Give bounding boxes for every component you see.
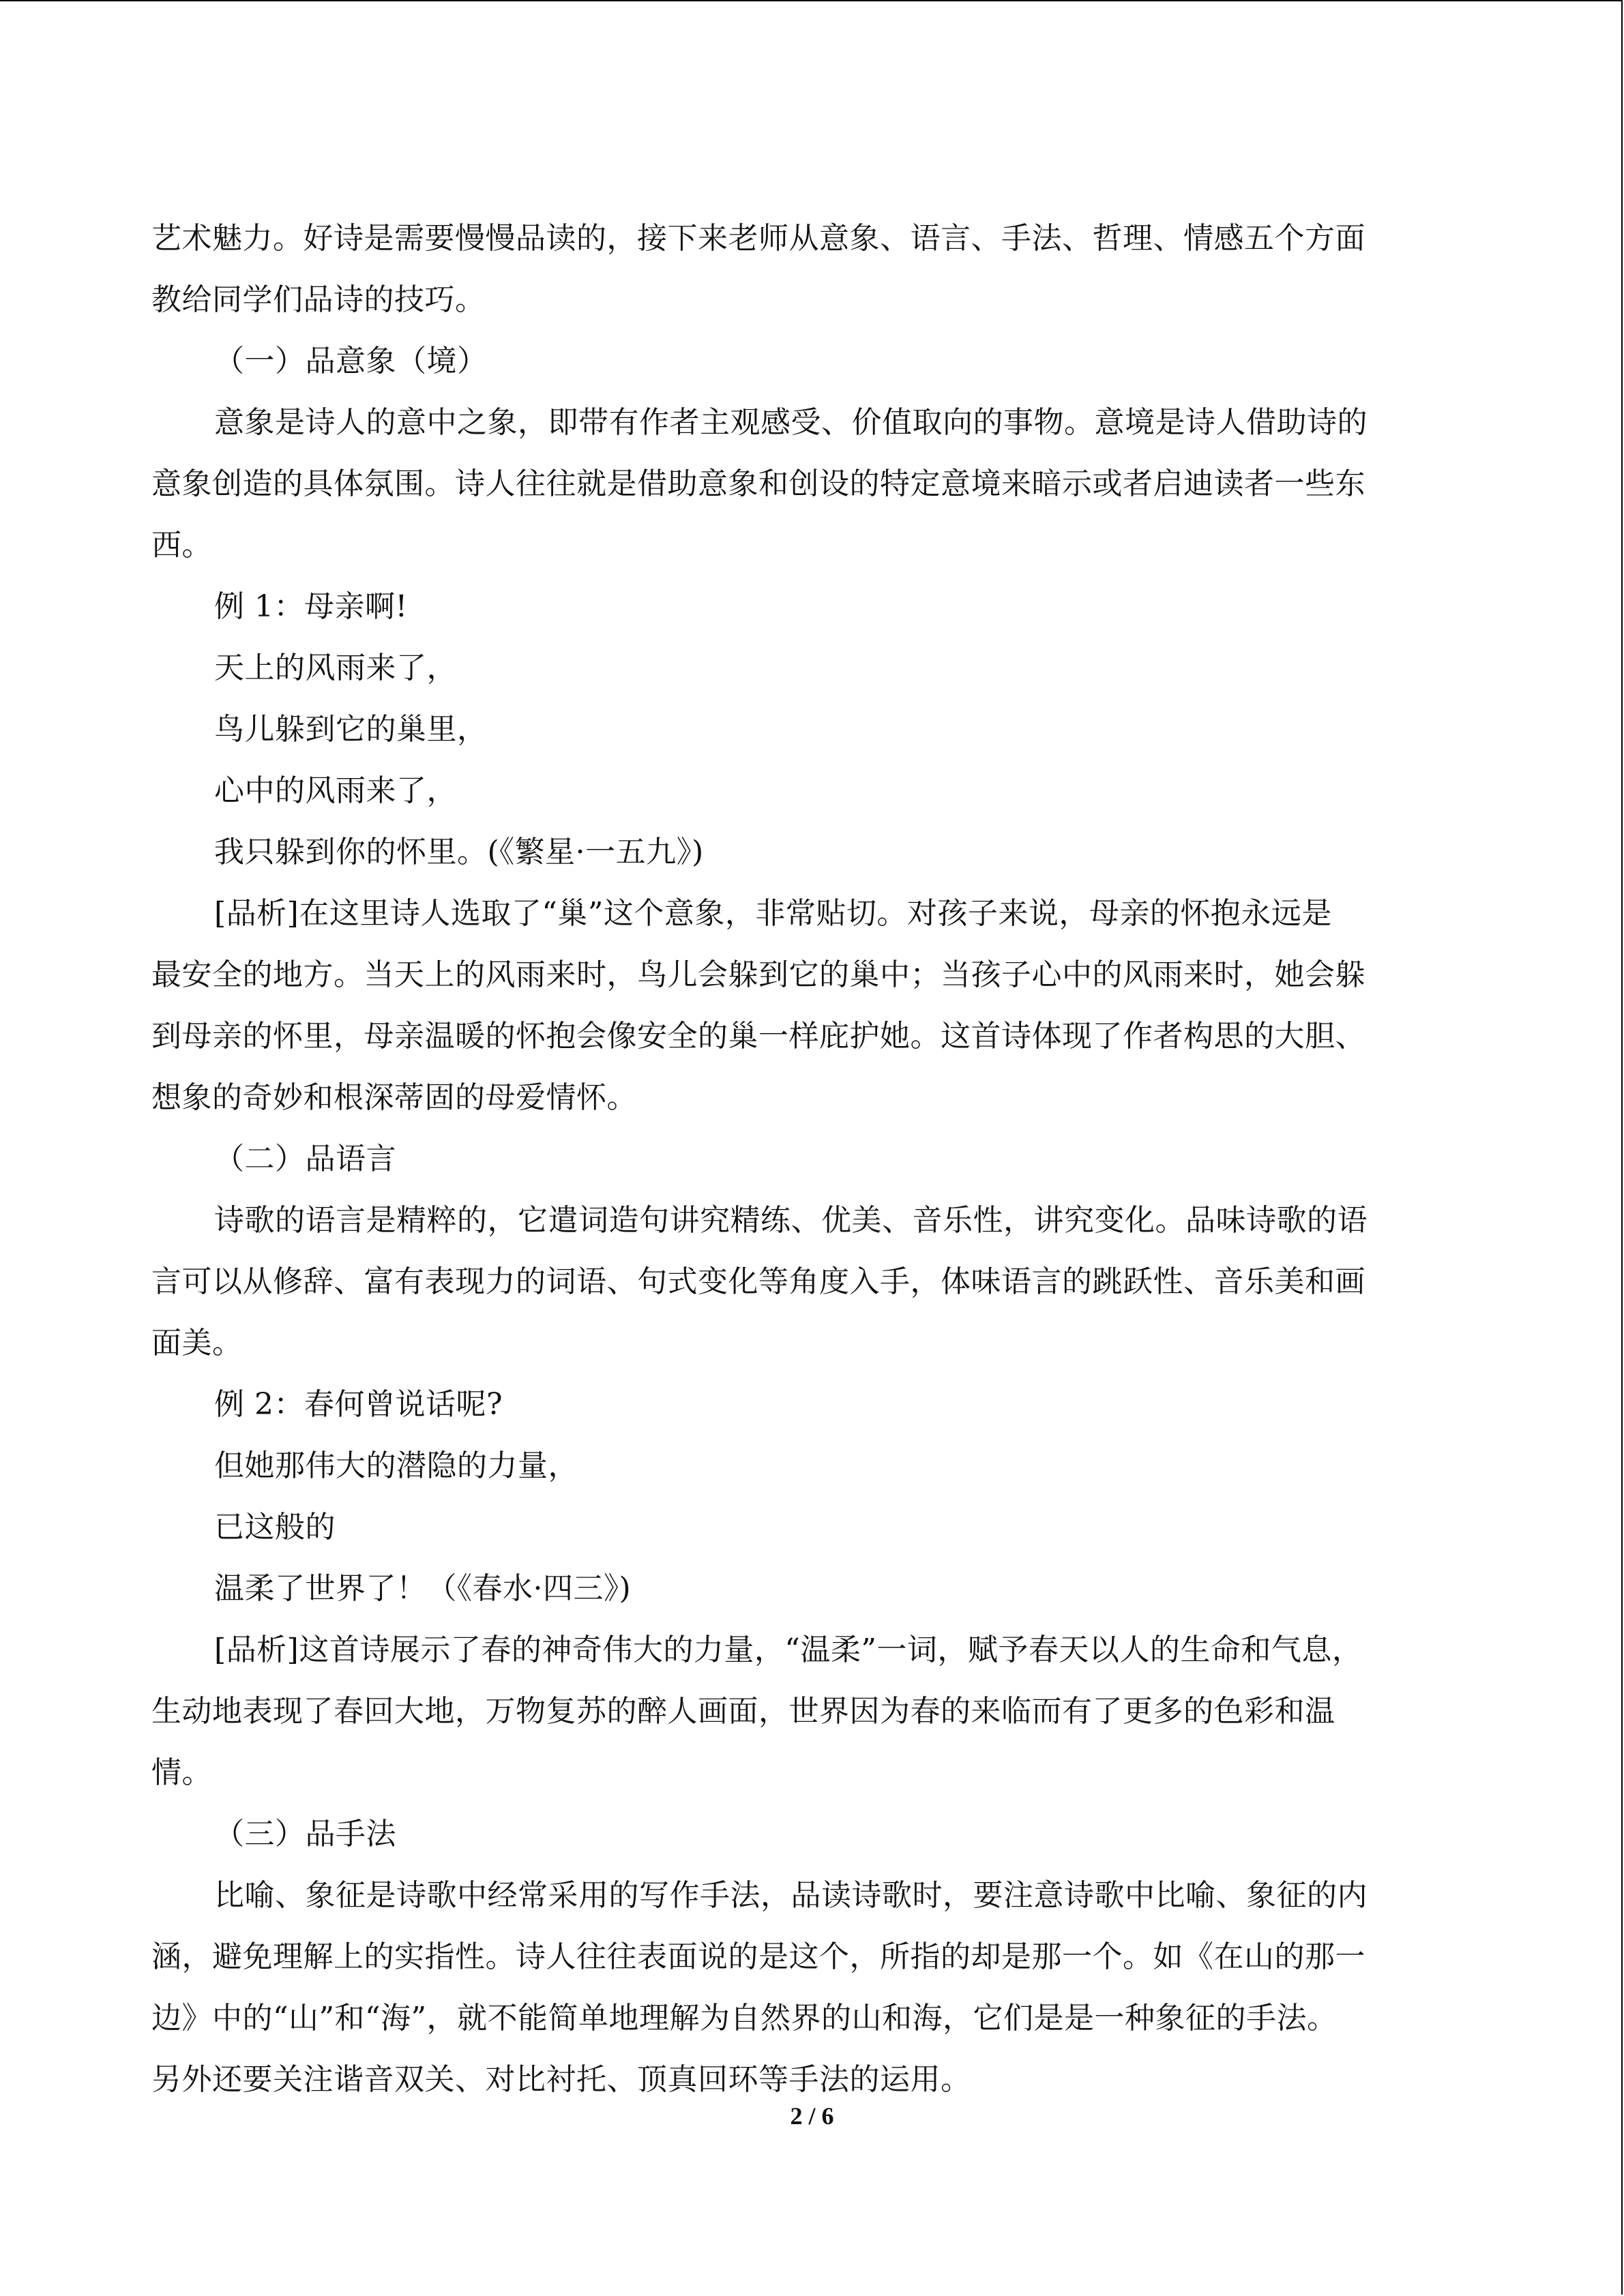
- page-number: 2 / 6: [790, 2102, 834, 2130]
- section-heading-imagery: （一）品意象（境）: [214, 344, 488, 378]
- text-line: 言可以从修辞、富有表现力的词语、句式变化等角度入手，体味语言的跳跃性、音乐美和画: [151, 1264, 1365, 1299]
- text-line: 面美。: [151, 1326, 243, 1360]
- text-line: 教给同学们品诗的技巧。: [151, 282, 486, 317]
- text-line: 想象的奇妙和根深蒂固的母爱情怀。: [151, 1080, 637, 1115]
- poem-line: 温柔了世界了！（《春水·四三》): [214, 1571, 632, 1606]
- text-line: 生动地表现了春回大地，万物复苏的醉人画面，世界因为春的来临而有了更多的色彩和温: [151, 1694, 1335, 1729]
- text-line: 另外还要关注谐音双关、对比衬托、顶真回环等手法的运用。: [151, 2062, 971, 2097]
- poem-line: 但她那伟大的潜隐的力量，: [214, 1448, 578, 1483]
- text-line: 意象创造的具体氛围。诗人往往就是借助意象和创设的特定意境来暗示或者启迪读者一些东: [151, 466, 1365, 501]
- document-body: [151, 208, 1461, 2111]
- poem-line: 心中的风雨来了，: [214, 773, 457, 808]
- section-heading-technique: （三）品手法: [214, 1817, 396, 1851]
- text-line: 边》中的“山”和“海”，就不能简单地理解为自然界的山和海，它们是是一种象征的手法。: [151, 2001, 1338, 2036]
- example-label: 例 2：春何曾说话呢?: [214, 1387, 503, 1422]
- analysis-line: [品析]这首诗展示了春的神奇伟大的力量，“温柔”一词，赋予春天以人的生命和气息，: [214, 1632, 1363, 1667]
- section-heading-language: （二）品语言: [214, 1142, 396, 1176]
- text-line: 涵，避免理解上的实指性。诗人往往表面说的是这个，所指的却是那一个。如《在山的那一: [151, 1939, 1365, 1974]
- text-line: 艺术魅力。好诗是需要慢慢品读的，接下来老师从意象、语言、手法、哲理、情感五个方面: [151, 221, 1365, 256]
- poem-line: 天上的风雨来了，: [214, 651, 457, 685]
- text-line: 情。: [151, 1755, 212, 1790]
- text-line: 诗歌的语言是精粹的，它遣词造句讲究精练、优美、音乐性，讲究变化。品味诗歌的语: [214, 1203, 1368, 1238]
- text-line: 最安全的地方。当天上的风雨来时，鸟儿会躲到它的巢中；当孩子心中的风雨来时，她会躲: [151, 957, 1365, 992]
- poem-line: 已这般的: [214, 1510, 336, 1545]
- text-line: 比喻、象征是诗歌中经常采用的写作手法，品读诗歌时，要注意诗歌中比喻、象征的内: [214, 1878, 1368, 1913]
- poem-line: 我只躲到你的怀里。(《繁星·一五九》): [214, 835, 704, 869]
- text-line: 西。: [151, 528, 212, 563]
- example-label: 例 1：母亲啊!: [214, 589, 408, 624]
- text-line: 意象是诗人的意中之象，即带有作者主观感受、价值取向的事物。意境是诗人借助诗的: [214, 405, 1368, 440]
- analysis-line: [品析]在这里诗人选取了“巢”这个意象，非常贴切。对孩子来说，母亲的怀抱永远是: [214, 896, 1332, 931]
- poem-line: 鸟儿躲到它的巢里，: [214, 712, 488, 747]
- text-line: 到母亲的怀里，母亲温暖的怀抱会像安全的巢一样庇护她。这首诗体现了作者构思的大胆、: [151, 1019, 1365, 1054]
